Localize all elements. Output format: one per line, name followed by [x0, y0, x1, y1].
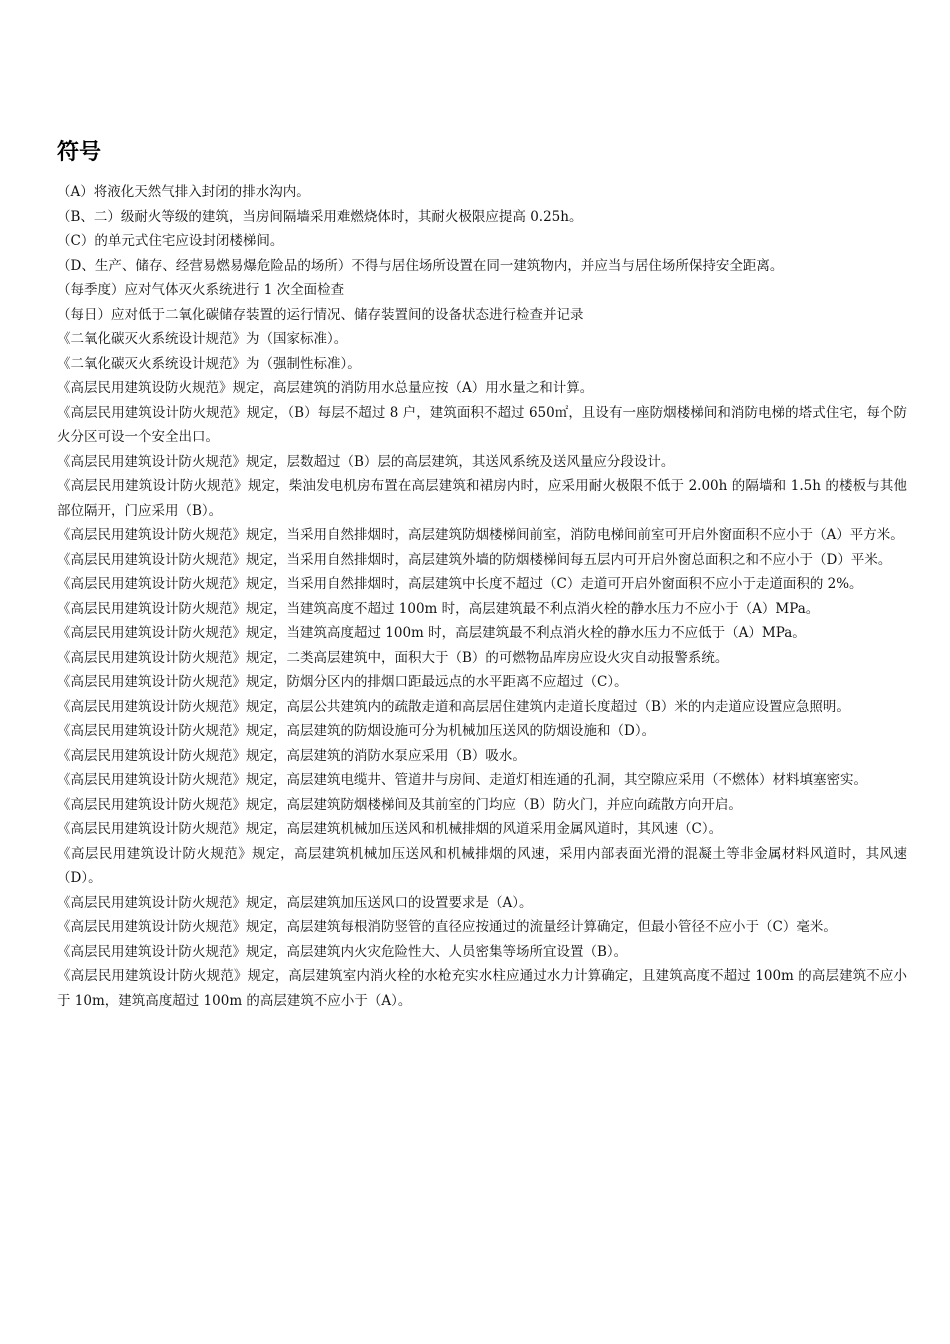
question-item: 《二氧化碳灭火系统设计规范》为（国家标准）。 [57, 331, 348, 347]
question-list [57, 180, 907, 1013]
question-item: 《高层民用建筑设计防火规范》规定，当建筑高度超过 100m 时，高层建筑最不利点消火栓的静水压力不应低于（A）MPa。 [57, 625, 806, 641]
question-item: （每季度）应对气体灭火系统进行 1 次全面检查 [57, 282, 345, 298]
question-item: （每日）应对低于二氧化碳储存装置的运行情况、储存装置间的设备状态进行检查并记录 [57, 306, 584, 323]
question-item: （A）将液化天然气排入封闭的排水沟内。 [57, 184, 310, 200]
question-item: 《高层民用建筑设防火规范》规定，高层建筑的消防用水总量应按（A）用水量之和计算。 [57, 380, 594, 396]
question-item: 《高层民用建筑设计防火规范》规定，高层建筑室内消火栓的水枪充实水柱应通过水力计算确定，且建筑高度不超过 100m 的高层建筑不应小于 10m，建筑高度超过 100m 的高层建筑不应小于（A）。 [57, 968, 907, 1009]
question-item: 《高层民用建筑设计防火规范》规定，高层建筑机械加压送风和机械排烟的风道采用金属风道时，其风速（C）。 [57, 821, 723, 837]
question-item: 《高层民用建筑设计防火规范》规定，高层建筑每根消防竖管的直径应按通过的流量经计算确定，但最小管径不应小于（C）毫米。 [57, 919, 837, 935]
question-item: 《高层民用建筑设计防火规范》规定，高层公共建筑内的疏散走道和高层居住建筑内走道长度超过（B）米的内走道应设置应急照明。 [57, 698, 850, 715]
section-heading: 符号 [57, 140, 102, 165]
question-item: 《高层民用建筑设计防火规范》规定，当采用自然排烟时，高层建筑防烟楼梯间前室，消防电梯间前室可开启外窗面积不应小于（A）平方米。 [57, 527, 904, 543]
question-item: 《高层民用建筑设计防火规范》规定，防烟分区内的排烟口距最远点的水平距离不应超过（C）。 [57, 674, 628, 690]
question-item: 《高层民用建筑设计防火规范》规定，柴油发电机房布置在高层建筑和裙房内时，应采用耐火极限不低于 2.00h 的隔墙和 1.5h 的楼板与其他部位隔开，门应采用（B）。 [57, 478, 907, 519]
question-item: 《高层民用建筑设计防火规范》规定，二类高层建筑中，面积大于（B）的可燃物品库房应设火灾自动报警系统。 [57, 649, 729, 666]
question-item: 《高层民用建筑设计防火规范》规定，高层建筑机械加压送风和机械排烟的风速，采用内部表面光滑的混凝土等非金属材料风道时，其风速（D）。 [57, 845, 907, 886]
question-item: 《高层民用建筑设计防火规范》规定，当采用自然排烟时，高层建筑外墙的防烟楼梯间每五层内可开启外窗总面积之和不应小于（D）平米。 [57, 551, 892, 568]
question-item: （B、二）级耐火等级的建筑，当房间隔墙采用难燃烧体时，其耐火极限应提高 0.25h。 [57, 208, 583, 225]
question-item: 《高层民用建筑设计防火规范》规定，层数超过（B）层的高层建筑，其送风系统及送风量应分段设计。 [57, 453, 675, 470]
question-item: 《二氧化碳灭火系统设计规范》为（强制性标准）。 [57, 355, 361, 372]
question-item: 《高层民用建筑设计防火规范》规定，高层建筑防烟楼梯间及其前室的门均应（B）防火门，并应向疏散方向开启。 [57, 796, 742, 813]
question-item: 《高层民用建筑设计防火规范》规定，高层建筑的消防水泵应采用（B）吸水。 [57, 747, 526, 764]
question-item: 《高层民用建筑设计防火规范》规定，高层建筑电缆井、管道井与房间、走道灯相连通的孔洞，其空隙应采用（不燃体）材料填塞密实。 [57, 772, 867, 788]
question-item: （C）的单元式住宅应设封闭楼梯间。 [57, 233, 284, 249]
question-item: 《高层民用建筑设计防火规范》规定，（B）每层不超过 8 户，建筑面积不超过 650㎡，且设有一座防烟楼梯间和消防电梯的塔式住宅，每个防火分区可设一个安全出口。 [57, 404, 907, 445]
question-item: 《高层民用建筑设计防火规范》规定，高层建筑加压送风口的设置要求是（A）。 [57, 894, 533, 911]
question-item: 《高层民用建筑设计防火规范》规定，当建筑高度不超过 100m 时，高层建筑最不利点消火栓的静水压力不应小于（A）MPa。 [57, 600, 820, 617]
document-page [57, 138, 907, 1013]
question-item: 《高层民用建筑设计防火规范》规定，高层建筑的防烟设施可分为机械加压送风的防烟设施和（D）。 [57, 723, 656, 739]
question-item: （D、生产、储存、经营易燃易爆危险品的场所）不得与居住场所设置在同一建筑物内，并应当与居住场所保持安全距离。 [57, 257, 784, 274]
question-item: 《高层民用建筑设计防火规范》规定，当采用自然排烟时，高层建筑中长度不超过（C）走道可开启外窗面积不应小于走道面积的 2%。 [57, 576, 863, 592]
question-item: 《高层民用建筑设计防火规范》规定，高层建筑内火灾危险性大、人员密集等场所宜设置（B）。 [57, 943, 628, 960]
